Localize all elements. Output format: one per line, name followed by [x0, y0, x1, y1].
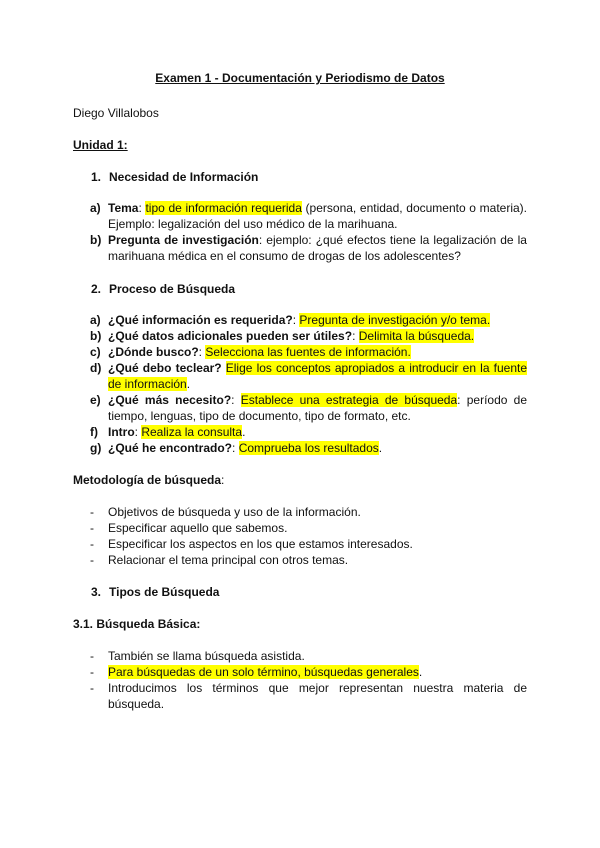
methodology-list: [0, 504, 527, 568]
separator: :: [232, 441, 239, 455]
dash-marker: -: [90, 681, 94, 695]
item-text: Introducimos los términos que mejor representan nuestra materia de búsqueda.: [108, 681, 527, 711]
item-text: .: [242, 425, 246, 439]
list-item: [0, 312, 527, 328]
list-item: [0, 232, 527, 264]
section-heading-need: [91, 170, 258, 184]
list-marker: a): [90, 313, 101, 327]
highlighted-text: Elige los conceptos apropiados a introducir en la fuente de información: [108, 361, 527, 391]
list-marker: b): [90, 233, 102, 247]
document-title: Examen 1 - Documentación y Periodismo de Datos: [155, 71, 445, 85]
list-marker: c): [90, 345, 101, 359]
highlighted-text: Pregunta de investigación y/o tema.: [299, 313, 491, 327]
highlighted-text: Selecciona las fuentes de información.: [205, 345, 411, 359]
list-item: [0, 200, 527, 232]
term: ¿Qué datos adicionales pueden ser útiles?: [108, 329, 353, 343]
list-item: [0, 392, 527, 424]
item-text: Especificar aquello que sabemos.: [108, 521, 288, 535]
separator: :: [352, 329, 359, 343]
item-text: .: [378, 441, 383, 455]
term: Pregunta de investigación: [108, 233, 259, 247]
list-marker: g): [90, 441, 102, 455]
section-number: 2.: [91, 282, 102, 296]
list-item: [0, 552, 527, 568]
highlighted-text: tipo de información requerida: [145, 201, 302, 215]
list-item: [0, 424, 527, 440]
list-item: [0, 536, 527, 552]
separator: :: [198, 345, 206, 359]
separator: :: [231, 393, 241, 407]
list-item: [0, 520, 527, 536]
section-title: Necesidad de Información: [109, 170, 259, 184]
dash-marker: -: [90, 553, 94, 567]
term: ¿Qué información es requerida?: [108, 313, 293, 327]
highlighted-text: Comprueba los resultados: [238, 441, 379, 455]
list-item: [0, 680, 527, 712]
list-item: [0, 344, 527, 360]
term: ¿Qué más necesito?: [108, 393, 232, 407]
separator: :: [292, 313, 300, 327]
section-title: Proceso de Búsqueda: [109, 282, 236, 296]
methodology-heading: [73, 473, 224, 487]
separator: :: [138, 201, 146, 215]
highlighted-text: Realiza la consulta: [141, 425, 243, 439]
list-marker: a): [90, 201, 101, 215]
list-item: [0, 648, 527, 664]
item-text: .: [418, 665, 423, 679]
dash-marker: -: [90, 505, 94, 519]
separator: :: [134, 425, 142, 439]
dash-marker: -: [90, 521, 94, 535]
highlighted-text: Establece una estrategia de búsqueda: [240, 393, 458, 407]
need-list: [0, 200, 527, 264]
list-item: [0, 504, 527, 520]
item-text: : ejemplo: ¿qué efectos tiene la legalización de la marihuana médica en el consumo de drogas de los adolescentes?: [108, 233, 527, 263]
item-text: Objetivos de búsqueda y uso de la información.: [108, 505, 361, 519]
section-heading-types: [91, 585, 219, 599]
term: Intro: [108, 425, 135, 439]
item-text: También se llama búsqueda asistida.: [108, 649, 305, 663]
dash-marker: -: [90, 649, 94, 663]
list-item: [0, 328, 527, 344]
list-marker: b): [90, 329, 102, 343]
unit-heading: Unidad 1:: [73, 138, 128, 152]
methodology-title: Metodología de búsqueda: [73, 473, 222, 487]
item-text: : período de tiempo, lenguas, tipo de documento, tipo de formato, etc.: [108, 393, 527, 423]
term: ¿Qué he encontrado?: [108, 441, 233, 455]
author-name: Diego Villalobos: [73, 106, 159, 120]
process-list: [0, 312, 527, 456]
highlighted-text: Delimita la búsqueda.: [358, 329, 475, 343]
list-item: [0, 440, 527, 456]
list-item: [0, 664, 527, 680]
term: ¿Qué debo teclear?: [108, 361, 222, 375]
methodology-colon: :: [221, 473, 225, 487]
list-item: [0, 360, 527, 392]
dash-marker: -: [90, 537, 94, 551]
list-marker: e): [90, 393, 101, 407]
basic-search-heading: 3.1. Búsqueda Básica:: [73, 617, 201, 631]
term: ¿Dónde busco?: [108, 345, 199, 359]
section-heading-process: [91, 282, 235, 296]
section-title: Tipos de Búsqueda: [109, 585, 220, 599]
list-marker: f): [90, 425, 98, 439]
term: Tema: [108, 201, 139, 215]
list-marker: d): [90, 361, 102, 375]
item-text: Relacionar el tema principal con otros temas.: [108, 553, 349, 567]
item-text: Especificar los aspectos en los que estamos interesados.: [108, 537, 413, 551]
item-text: .: [186, 377, 191, 391]
highlighted-text: Para búsquedas de un solo término, búsquedas generales: [108, 665, 419, 679]
item-text: (persona, entidad, documento o materia). Ejemplo: legalización del uso médico de la marihuana.: [108, 201, 527, 231]
section-number: 3.: [91, 585, 102, 599]
section-number: 1.: [91, 170, 102, 184]
basic-search-list: [0, 648, 527, 712]
dash-marker: -: [90, 665, 94, 679]
